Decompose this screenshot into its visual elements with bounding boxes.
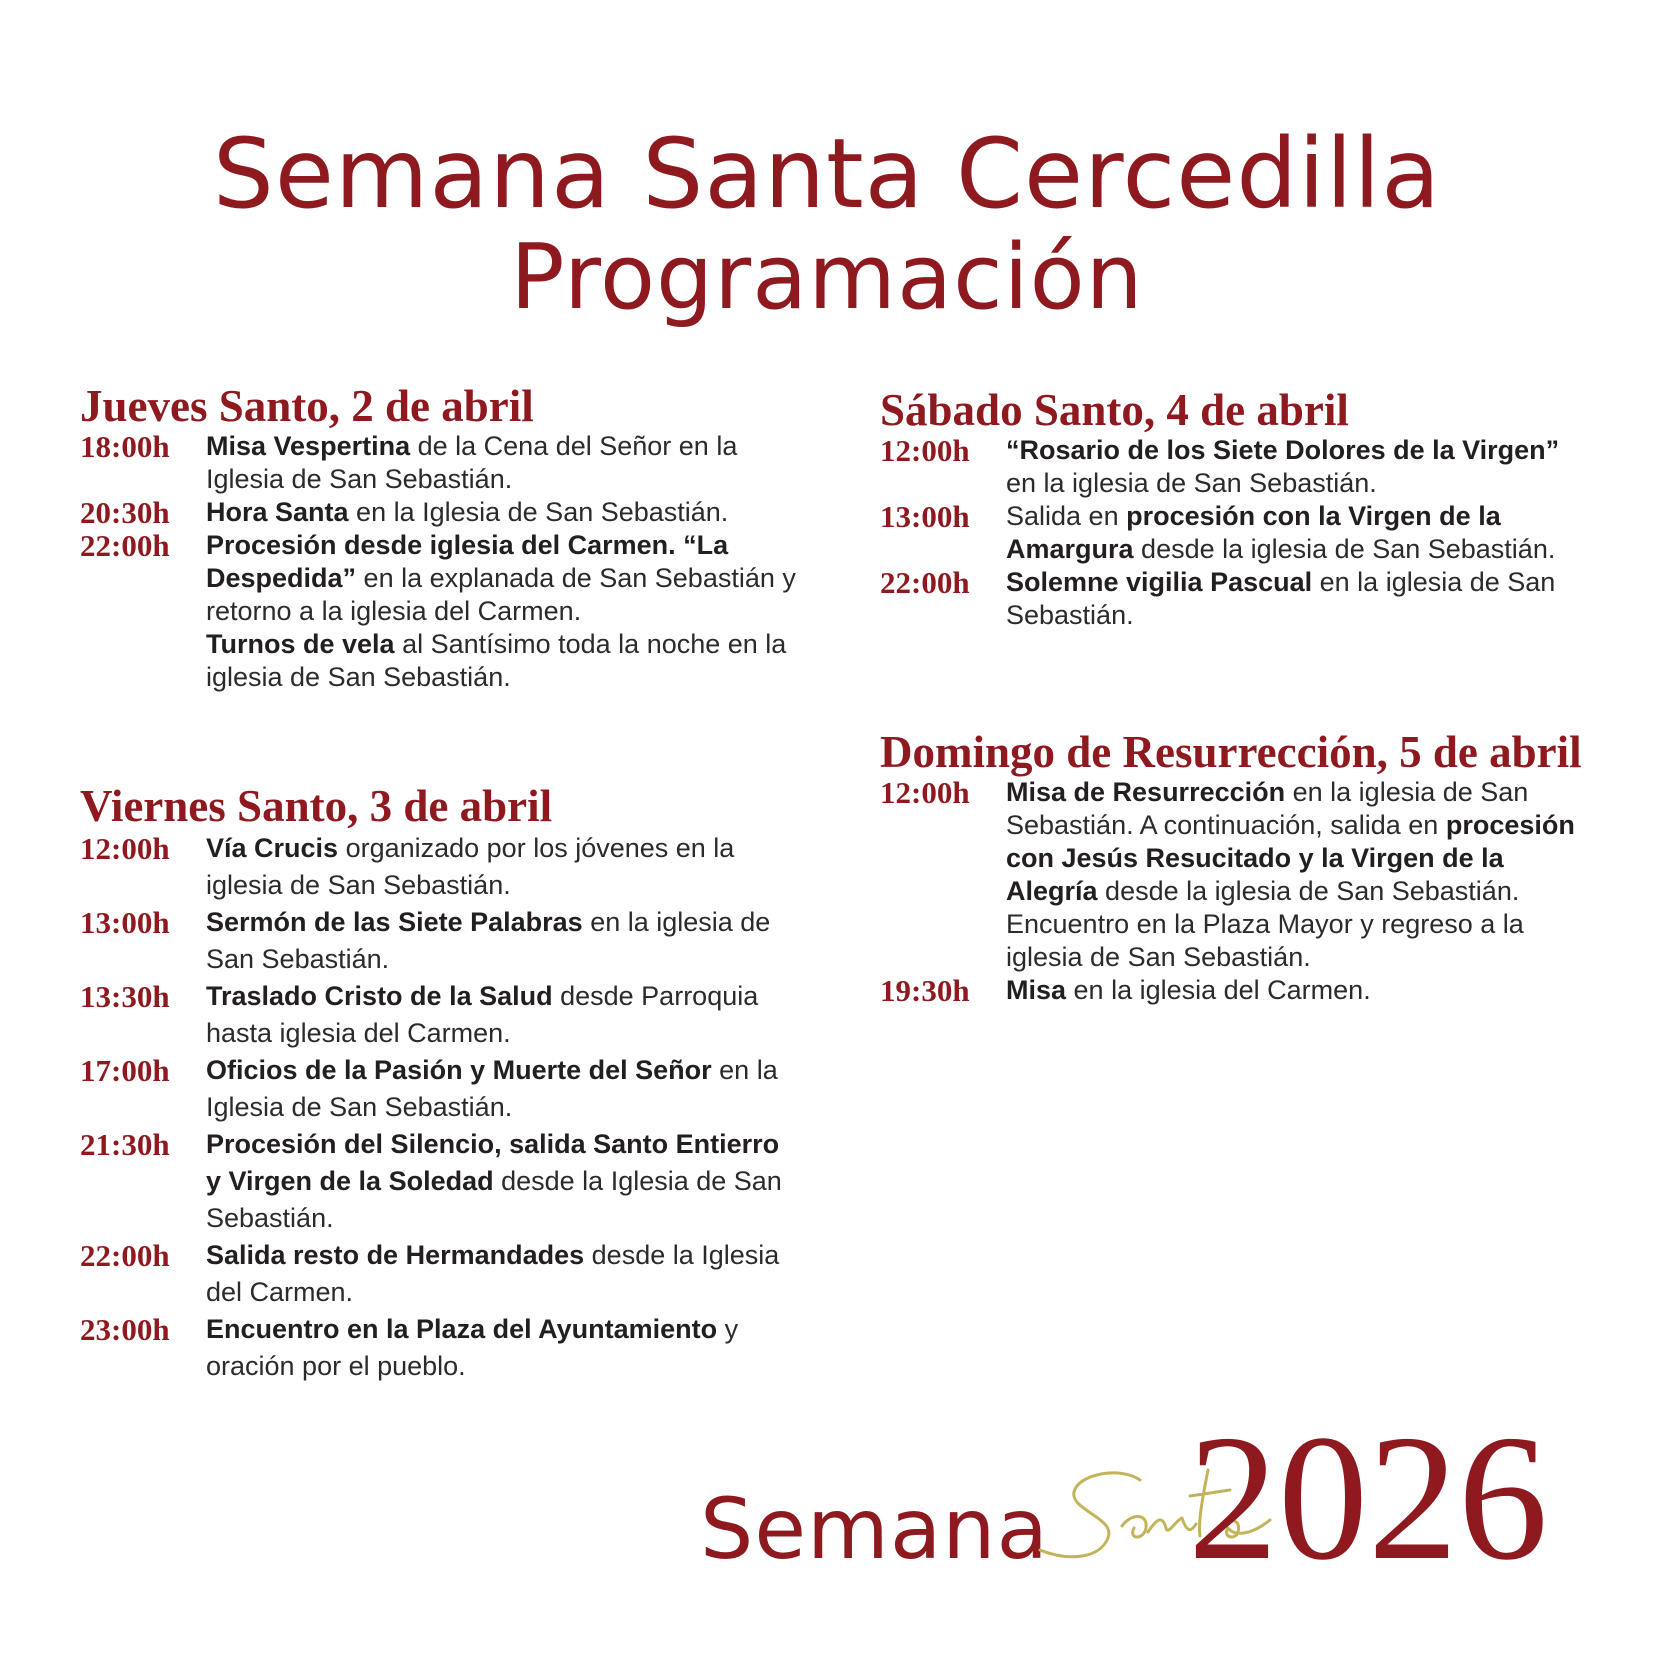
entry-time: 23:00h (80, 1312, 170, 1347)
entry-highlight: Misa Vespertina (206, 431, 411, 461)
entry-time: 22:00h (80, 528, 170, 563)
day-section-viernes (80, 782, 800, 1385)
entry-detail: desde la Iglesia del Carmen. (206, 1240, 780, 1307)
schedule-entry (880, 566, 1580, 632)
entry-time: 22:00h (80, 1238, 170, 1273)
entry-highlight: Traslado Cristo de la Salud (206, 981, 553, 1011)
schedule-entry (80, 1237, 800, 1311)
entry-highlight: Misa de Resurrección (1006, 777, 1286, 807)
entry-text (206, 496, 800, 529)
entry-time: 21:30h (80, 1127, 170, 1162)
entry-text (206, 978, 800, 1052)
entry-detail: en la Iglesia de San Sebastián. (206, 1055, 778, 1122)
entry-detail: en la iglesia del Carmen. (1066, 975, 1371, 1005)
entry-text (1006, 776, 1600, 974)
schedule-entry (80, 904, 800, 978)
entry-text (206, 1311, 800, 1385)
day-title: Sábado Santo, 4 de abril (880, 385, 1349, 435)
entry-time: 13:00h (880, 499, 970, 534)
entry-detail: de la Cena del Señor en la Iglesia de San Sebastián. (206, 431, 738, 494)
entry-text (1006, 974, 1600, 1007)
entry-text (206, 628, 800, 694)
entry-detail: en la iglesia de San Sebastián. (1006, 567, 1556, 630)
entry-text (206, 1126, 800, 1237)
schedule-entry (80, 1052, 800, 1126)
entry-time: 19:30h (880, 973, 970, 1008)
entry-highlight: Procesión desde iglesia del Carmen. “La Despedida” (206, 530, 729, 593)
entry-text (1006, 566, 1580, 632)
schedule-entry (880, 434, 1580, 500)
entry-time: 13:30h (80, 979, 170, 1014)
entry-highlight: Solemne vigilia Pascual (1006, 567, 1313, 597)
entry-highlight: “Rosario de los Siete Dolores de la Virgen” (1006, 435, 1560, 465)
entry-highlight: Salida resto de Hermandades (206, 1240, 585, 1270)
entry-time: 12:00h (880, 433, 970, 468)
entry-time: 22:00h (880, 565, 970, 600)
entry-detail: desde la iglesia de San Sebastián. (1133, 534, 1556, 564)
semana-santa-2026-logo (700, 1400, 1600, 1600)
entry-text (1006, 434, 1580, 500)
day-title: Domingo de Resurrección, 5 de abril (880, 727, 1582, 777)
entry-highlight: Encuentro en la Plaza del Ayuntamiento (206, 1314, 718, 1344)
entry-time: 20:30h (80, 495, 170, 530)
entry-detail: en la iglesia de San Sebastián. (206, 907, 771, 974)
day-section-jueves (80, 382, 800, 694)
entry-text (1006, 500, 1580, 566)
entry-text (206, 830, 800, 904)
entry-highlight: Oficios de la Pasión y Muerte del Señor (206, 1055, 712, 1085)
page-subtitle: Programación (510, 225, 1144, 330)
schedule-entry (80, 430, 800, 496)
entry-detail: desde la iglesia de San Sebastián. Encuentro en la Plaza Mayor y regreso a la iglesia de San Sebastián. (1006, 876, 1524, 972)
entry-detail: desde la Iglesia de San Sebastián. (206, 1166, 782, 1233)
entry-text (206, 430, 800, 496)
entry-highlight: Misa (1006, 975, 1067, 1005)
entry-text (206, 1052, 800, 1126)
entry-time: 17:00h (80, 1053, 170, 1088)
entry-detail: y oración por el pueblo. (206, 1314, 739, 1381)
entry-highlight: Hora Santa (206, 497, 349, 527)
entry-detail: al Santísimo toda la noche en la iglesia de San Sebastián. (206, 629, 787, 692)
entry-highlight: Sermón de las Siete Palabras (206, 907, 583, 937)
logo-year-text: 2026 (1188, 1398, 1548, 1597)
schedule-entry (80, 830, 800, 904)
entry-time: 18:00h (80, 429, 170, 464)
entry-detail: en la explanada de San Sebastián y retorno a la iglesia del Carmen. (206, 563, 796, 626)
entry-time: 13:00h (80, 905, 170, 940)
entry-detail: organizado por los jóvenes en la iglesia de San Sebastián. (206, 833, 735, 900)
schedule-entry (80, 628, 800, 694)
day-section-sabado (880, 386, 1580, 632)
day-section-domingo (880, 728, 1600, 1007)
schedule-entry (80, 529, 800, 628)
schedule-entry (80, 496, 800, 529)
day-title: Viernes Santo, 3 de abril (80, 781, 553, 831)
entry-detail: en la iglesia de San Sebastián. A continuación, salida en (1006, 777, 1529, 840)
entry-time: 12:00h (80, 831, 170, 866)
entry-time (80, 628, 206, 694)
entry-detail: en la iglesia de San Sebastián. (1006, 468, 1377, 498)
schedule-entry (880, 500, 1580, 566)
schedule-entry (80, 1311, 800, 1385)
entry-highlight: Vía Crucis (206, 833, 339, 863)
schedule-entry (80, 978, 800, 1052)
schedule-entry (80, 1126, 800, 1237)
entry-text (206, 529, 800, 628)
entry-detail: desde Parroquia hasta iglesia del Carmen. (206, 981, 759, 1048)
logo-semana-text: Semana (700, 1480, 1050, 1578)
schedule-entry (880, 974, 1600, 1007)
entry-prefix: Salida en (1006, 501, 1127, 531)
day-title: Jueves Santo, 2 de abril (80, 381, 534, 431)
page-title: Semana Santa Cercedilla (212, 118, 1442, 230)
entry-highlight: procesión con la Virgen de la Amargura (1006, 501, 1501, 564)
entry-text (206, 1237, 800, 1311)
schedule-entry (880, 776, 1600, 974)
entry-highlight: Turnos de vela (206, 629, 395, 659)
entry-text (206, 904, 800, 978)
entry-highlight-2: procesión con Jesús Resucitado y la Virgen de la Alegría (1006, 810, 1575, 906)
entry-detail: en la Iglesia de San Sebastián. (348, 497, 729, 527)
entry-time: 12:00h (880, 775, 970, 810)
entry-highlight: Procesión del Silencio, salida Santo Entierro y Virgen de la Soledad (206, 1129, 780, 1196)
